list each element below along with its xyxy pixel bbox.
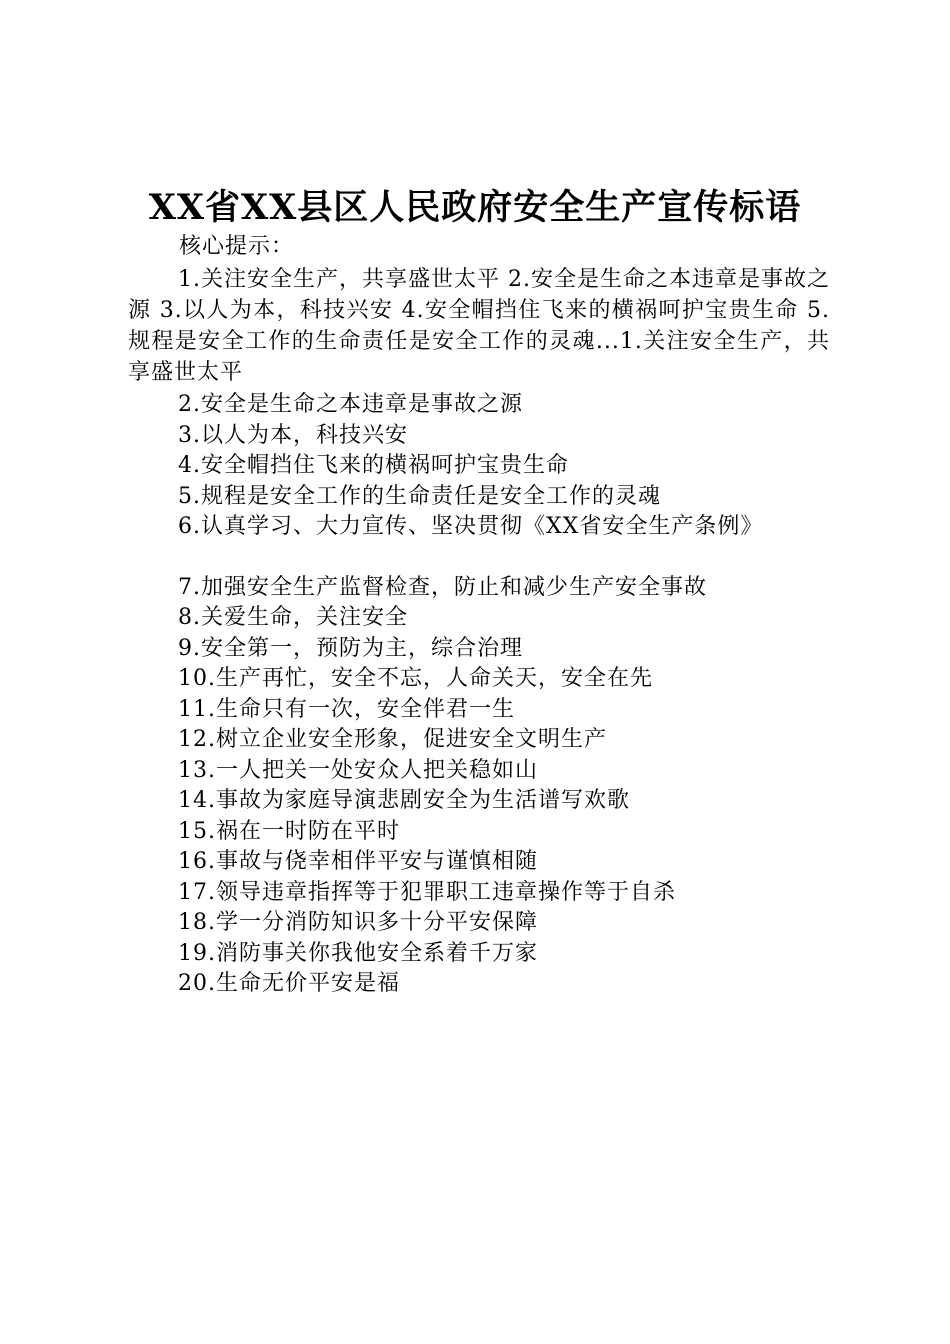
slogan-item: 19.消防事关你我他安全系着千万家 bbox=[178, 940, 538, 966]
document-title: XX省XX县区人民政府安全生产宣传标语 bbox=[148, 187, 802, 228]
slogan-item: 18.学一分消防知识多十分平安保障 bbox=[178, 910, 538, 935]
slogan-item: 13.一人把关一处安众人把关稳如山 bbox=[178, 757, 538, 783]
slogan-item: 12.树立企业安全形象，促进安全文明生产 bbox=[178, 727, 607, 752]
slogan-item: 8.关爱生命，关注安全 bbox=[178, 605, 408, 630]
slogan-item: 6.认真学习、大力宣传、坚决贯彻《XX省安全生产条例》 bbox=[178, 514, 764, 539]
slogan-item: 10.生产再忙，安全不忘，人命关天，安全在先 bbox=[178, 666, 653, 691]
slogan-item: 5.规程是安全工作的生命责任是安全工作的灵魂 bbox=[178, 483, 661, 509]
intro-paragraph: 1.关注安全生产，共享盛世太平 2.安全是生命之本违章是事故之源 3.以人为本，科技兴安 4.安全帽挡住飞来的横祸呵护宝贵生命 5.规程是安全工作的生命责任是安全工作的灵魂...1.关注安全生产，共享盛世太平 bbox=[128, 267, 830, 385]
slogan-item: 20.生命无价平安是福 bbox=[178, 971, 400, 996]
slogan-item: 3.以人为本，科技兴安 bbox=[178, 422, 408, 448]
core-hint-label: 核心提示： bbox=[179, 234, 295, 259]
blank-line bbox=[178, 543, 763, 573]
slogan-item: 14.事故为家庭导演悲剧安全为生活谱写欢歌 bbox=[178, 788, 630, 813]
slogan-item: 2.安全是生命之本违章是事故之源 bbox=[178, 392, 523, 417]
slogan-item: 7.加强安全生产监督检查，防止和减少生产安全事故 bbox=[178, 574, 707, 600]
slogan-item: 4.安全帽挡住飞来的横祸呵护宝贵生命 bbox=[178, 453, 569, 478]
slogan-list bbox=[178, 390, 763, 1000]
slogan-item: 16.事故与侥幸相伴平安与谨慎相随 bbox=[178, 849, 538, 874]
slogan-item: 11.生命只有一次，安全伴君一生 bbox=[178, 696, 515, 722]
slogan-item: 9.安全第一，预防为主，综合治理 bbox=[178, 635, 523, 661]
slogan-item: 15.祸在一时防在平时 bbox=[178, 818, 400, 844]
slogan-item: 17.领导违章指挥等于犯罪职工违章操作等于自杀 bbox=[178, 879, 676, 905]
